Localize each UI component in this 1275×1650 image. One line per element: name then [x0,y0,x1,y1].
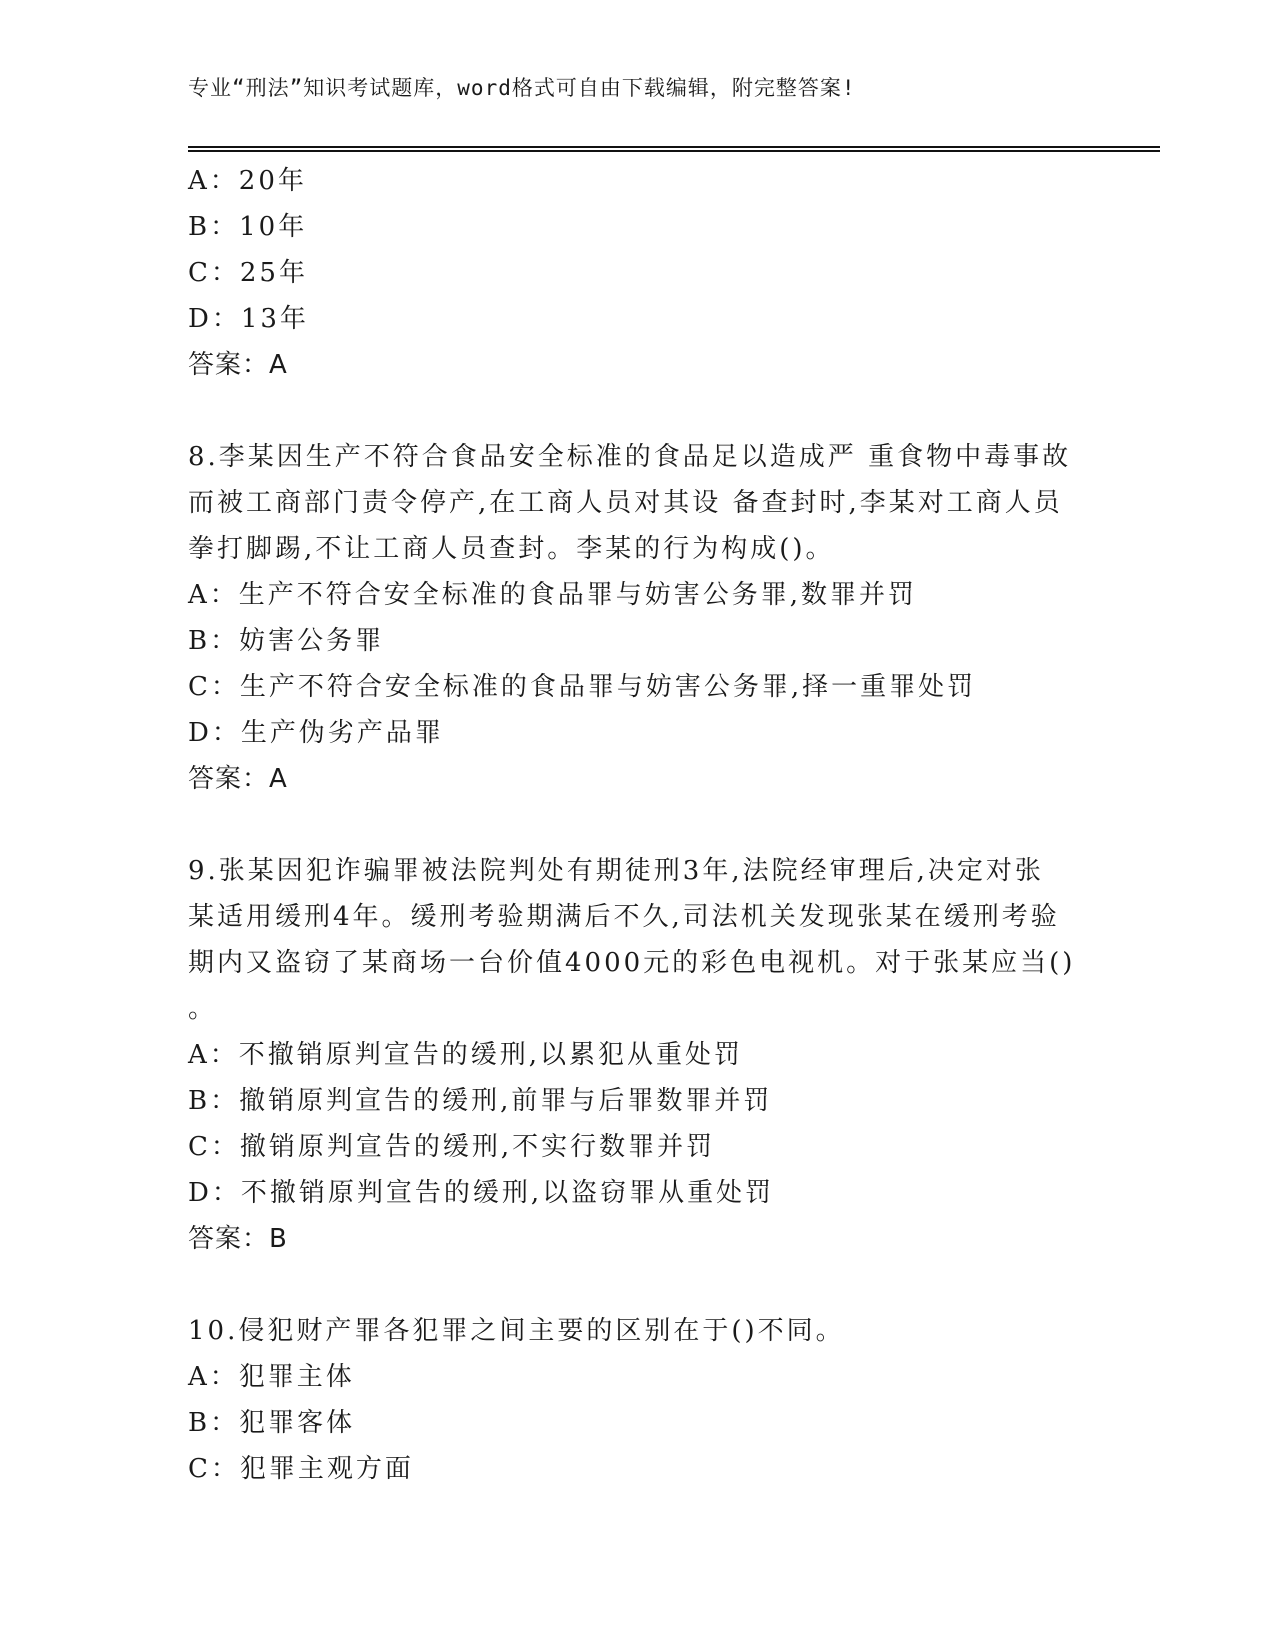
answer: 答案：A [188,764,288,794]
header-rule-bottom [188,150,1160,152]
option-b: B：妨害公务罪 [188,626,385,656]
question-text-line: 8.李某因生产不符合食品安全标准的食品足以造成严 重食物中毒事故 [188,442,1072,472]
option-d: D：13年 [188,304,309,334]
option-c: C：25年 [188,258,308,288]
question-8 [188,434,1088,802]
page-header: 专业“刑法”知识考试题库，word格式可自由下载编辑，附完整答案! [188,76,856,100]
header-rule-top [188,146,1160,148]
answer: 答案：B [188,1224,288,1254]
question-text-line: 拳打脚踢,不让工商人员查封。李某的行为构成()。 [188,534,835,564]
option-c: C：生产不符合安全标准的食品罪与妨害公务罪,择一重罪处罚 [188,672,977,702]
option-b: B：犯罪客体 [188,1408,356,1438]
option-a: A：犯罪主体 [188,1362,355,1392]
question-10 [188,1308,1088,1492]
option-c: C：撤销原判宣告的缓刑,不实行数罪并罚 [188,1132,716,1162]
question-text-line: 10.侵犯财产罪各犯罪之间主要的区别在于()不同。 [188,1316,845,1346]
option-c: C：犯罪主观方面 [188,1454,414,1484]
question-9 [188,848,1088,1262]
option-a: A：不撤销原判宣告的缓刑,以累犯从重处罚 [188,1040,744,1070]
option-b: B：撤销原判宣告的缓刑,前罪与后罪数罪并罚 [188,1086,773,1116]
option-a: A：20年 [188,166,307,196]
question-text-line: 。 [188,994,218,1024]
option-d: D：不撤销原判宣告的缓刑,以盗窃罪从重处罚 [188,1178,775,1208]
question-text-line: 期内又盗窃了某商场一台价值4000元的彩色电视机。对于张某应当() [188,948,1076,978]
question-text-line: 某适用缓刑4年。缓刑考验期满后不久,司法机关发现张某在缓刑考验 [188,902,1060,932]
answer: 答案：A [188,350,288,380]
option-a: A：生产不符合安全标准的食品罪与妨害公务罪,数罪并罚 [188,580,918,610]
option-d: D：生产伪劣产品罪 [188,718,444,748]
question-text-line: 9.张某因犯诈骗罪被法院判处有期徒刑3年,法院经审理后,决定对张 [188,856,1044,886]
option-b: B：10年 [188,212,308,242]
question-text-line: 而被工商部门责令停产,在工商人员对其设 备查封时,李某对工商人员 [188,488,1063,518]
question-7 [188,158,1088,388]
question-content [188,158,1088,1492]
